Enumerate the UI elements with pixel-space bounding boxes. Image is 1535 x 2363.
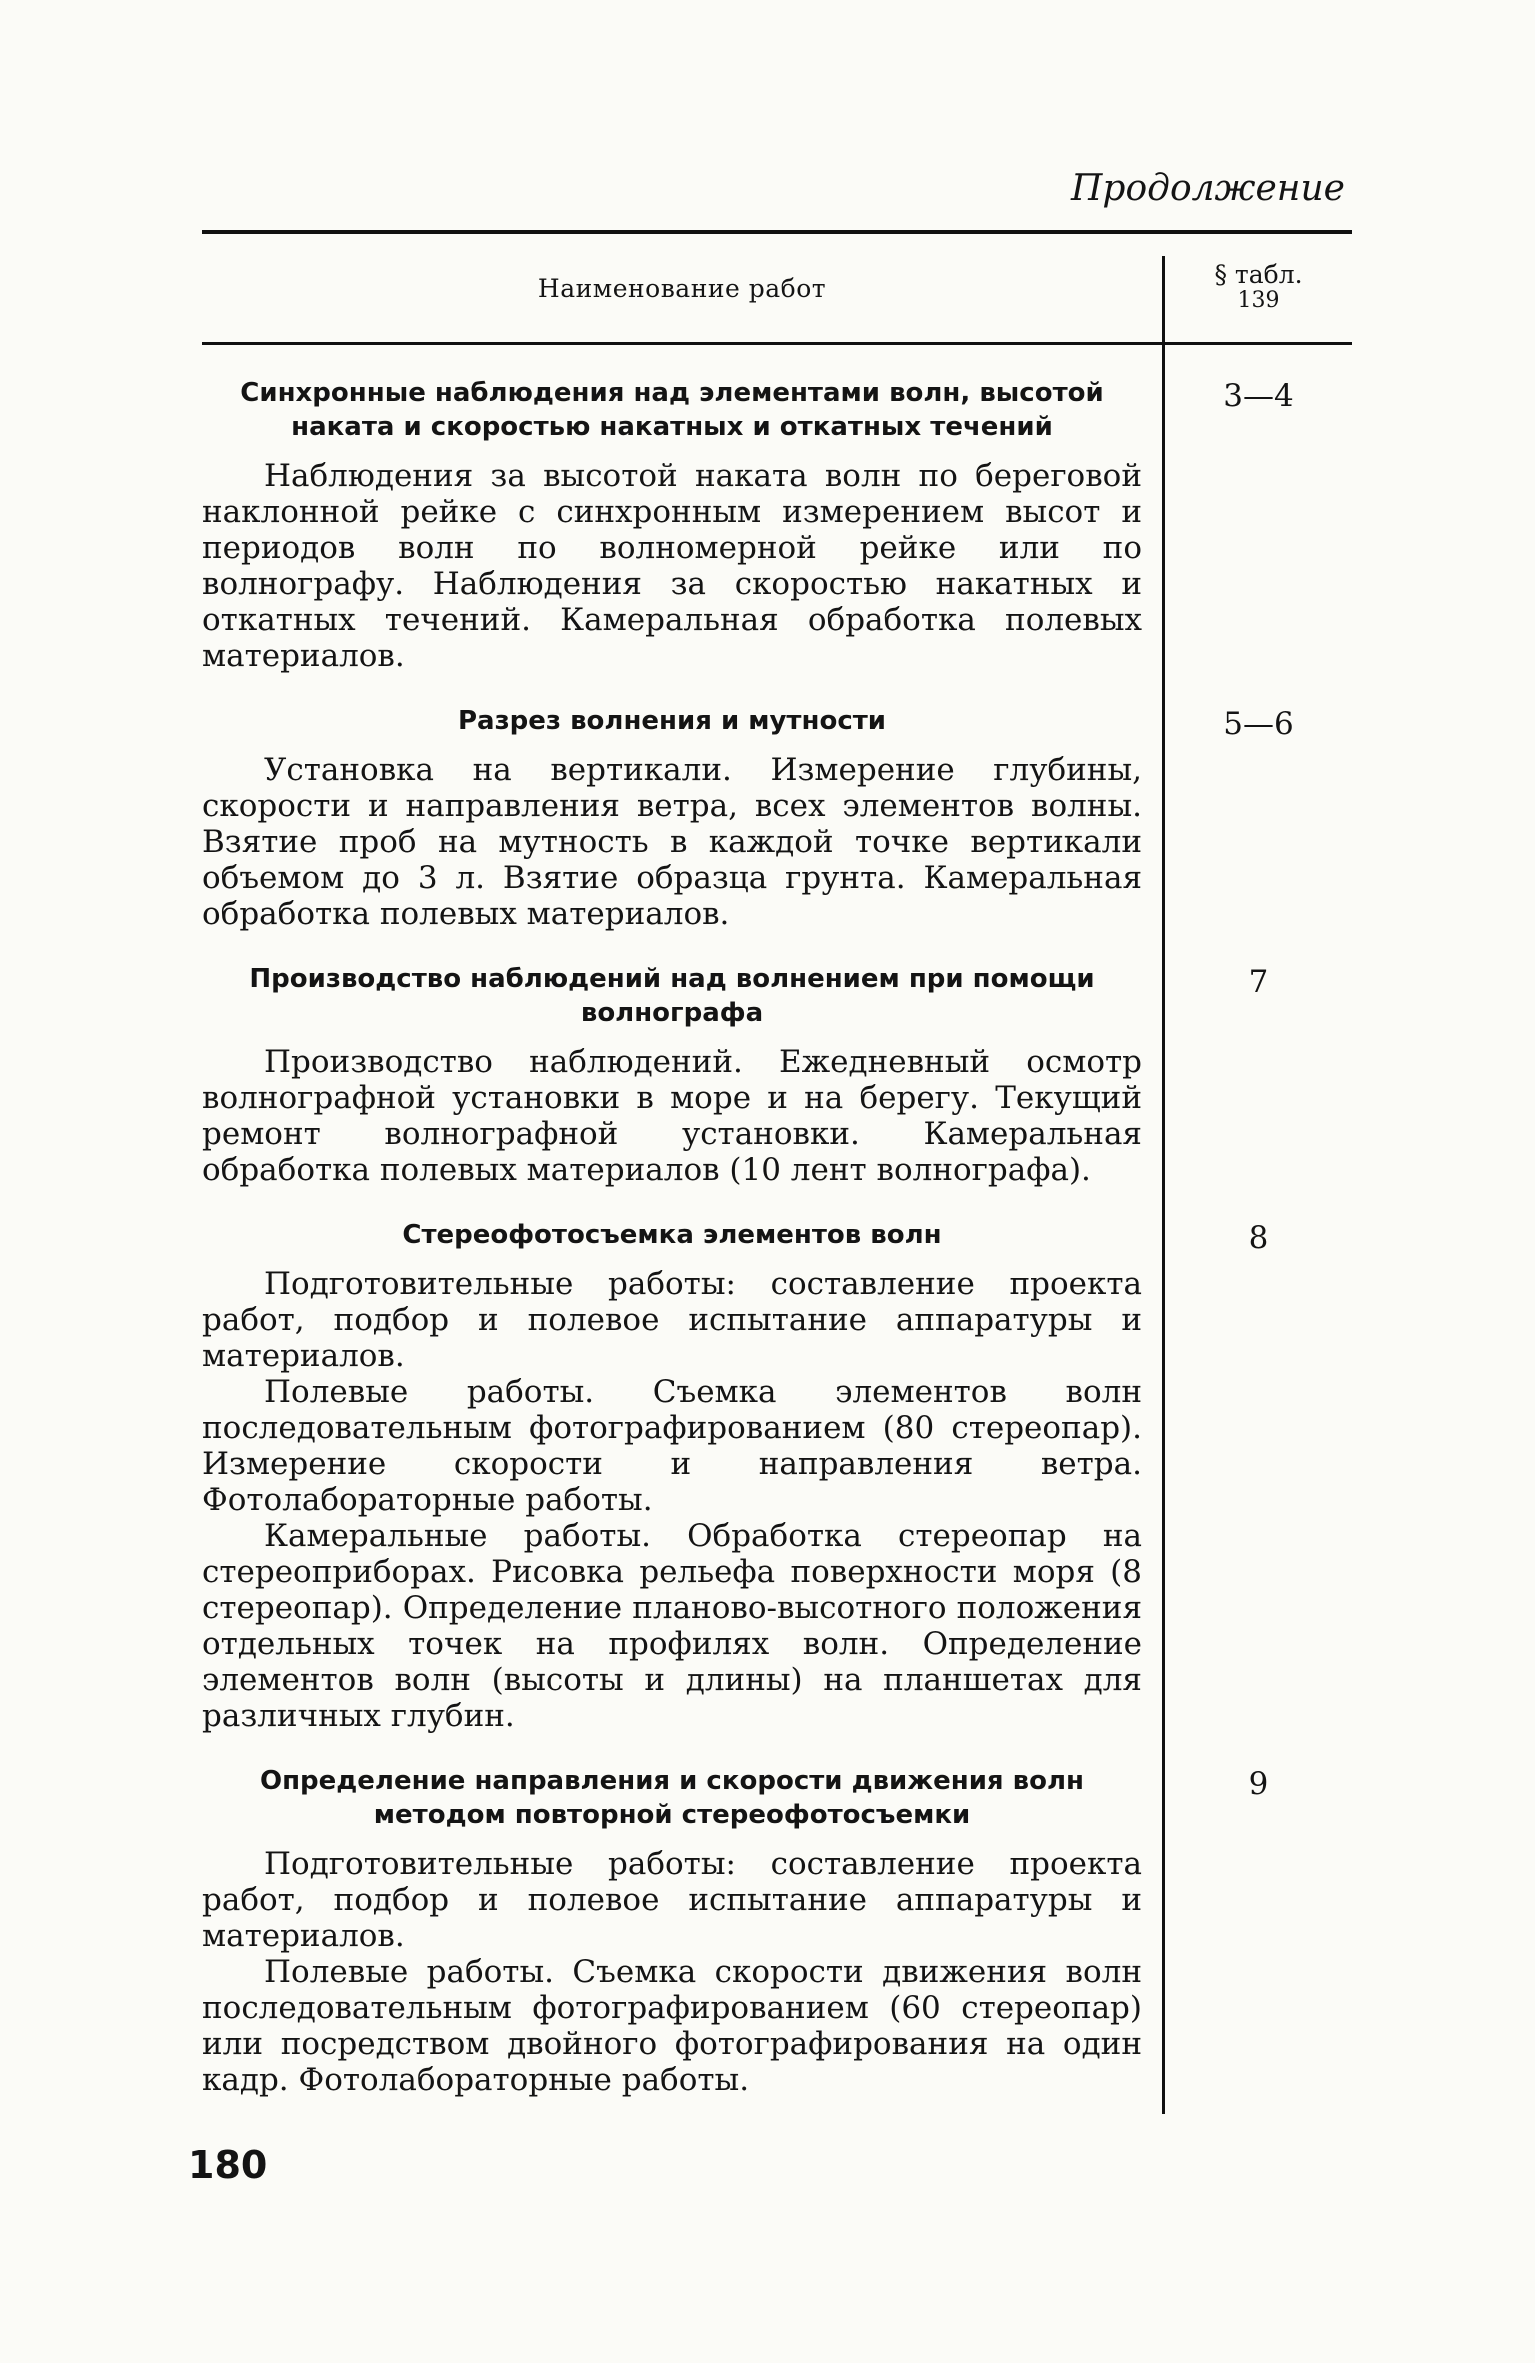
header-bottom-rule [202, 342, 1352, 345]
page-number: 180 [188, 2143, 268, 2187]
row-text: Производство наблюдений. Ежедневный осмотр волнографной установки в море и на берегу. Текущий ремонт волнографной установки. Камеральная обработка полевых материалов (10 лент волнографа). [202, 1044, 1142, 1188]
header-ref-column [1165, 262, 1352, 314]
row-title: Разрез волнения и мутности [457, 706, 887, 736]
row-text: Камеральные работы. Обработка стереопар на стереоприборах. Рисовка рельефа поверхности моря (8 стереопар). Определение планово-высотного положения отдельных точек на профилях волн. Определение элементов волн (высоты и длины) на планшетах для различных глубин. [202, 1518, 1142, 1734]
row-text: Установка на вертикали. Измерение глубины, скорости и направления ветра, всех элементов волны. Взятие проб на мутность в каждой точке вертикали объемом до 3 л. Взятие образца грунта. Камеральная обработка полевых материалов. [202, 752, 1142, 932]
table-row [202, 1764, 1352, 2098]
table-body [202, 376, 1352, 2098]
row-text: Полевые работы. Съемка элементов волн последовательным фотографированием (80 стереопар). Измерение скорости и направления ветра. Фотолабораторные работы. [202, 1374, 1142, 1518]
table-top-rule [202, 230, 1352, 234]
row-title: Производство наблюдений над волнением при помощи волнографа [249, 964, 1095, 1028]
row-text: Наблюдения за высотой наката волн по береговой наклонной рейке с синхронным измерением высот и периодов волн по волномерной рейке или по волнографу. Наблюдения за скоростью накатных и откатных течений. Камеральная обработка полевых материалов. [202, 458, 1142, 674]
table-row [202, 704, 1352, 932]
row-title: Стереофотосъемка элементов волн [402, 1220, 942, 1250]
row-ref: 9 [1248, 1766, 1269, 1802]
row-ref: 5—6 [1223, 706, 1294, 742]
continuation-label: Продолжение [1071, 168, 1345, 209]
header-name-column: Наименование работ [537, 274, 827, 303]
row-title: Определение направления и скорости движения волн методом повторной стереофотосъемки [259, 1766, 1084, 1830]
row-ref: 3—4 [1223, 378, 1294, 414]
row-ref: 7 [1248, 964, 1269, 1000]
row-title: Синхронные наблюдения над элементами волн, высотой наката и скоростью накатных и откатных течений [240, 378, 1104, 442]
row-text: Полевые работы. Съемка скорости движения волн последовательным фотографированием (60 стереопар) или посредством двойного фотографирования на один кадр. Фотолабораторные работы. [202, 1954, 1142, 2098]
table-row [202, 962, 1352, 1188]
row-text: Подготовительные работы: составление проекта работ, подбор и полевое испытание аппаратуры и материалов. [202, 1266, 1142, 1374]
table-row [202, 376, 1352, 674]
row-text: Подготовительные работы: составление проекта работ, подбор и полевое испытание аппаратуры и материалов. [202, 1846, 1142, 1954]
header-ref-table-number: 139 [1237, 288, 1280, 313]
header-ref-label: § табл. [1214, 260, 1303, 289]
works-table [202, 226, 1352, 2114]
table-row [202, 1218, 1352, 1734]
row-ref: 8 [1248, 1220, 1269, 1256]
